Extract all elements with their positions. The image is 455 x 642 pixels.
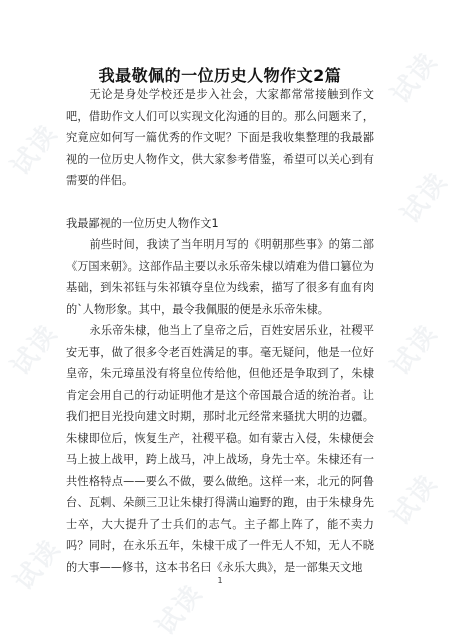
watermark-stamp: 试读: [385, 318, 445, 382]
paragraph-gap: [66, 192, 374, 213]
watermark-stamp: 试读: [5, 318, 65, 382]
watermark-stamp: 试读: [395, 166, 455, 230]
watermark-stamp: 试读: [8, 533, 68, 597]
body-paragraph: 永乐帝朱棣，他当上了皇帝之后，百姓安居乐业，社稷平安无事，做了很多令老百姓满足的事。毫无疑问，他是一位好皇帝，朱元璋虽没有将皇位传给他，但他还是争取到了，朱棣肯定会用自己的行动证明他才是这个帝国最合适的统治者。让我们把目光投向建文时期，那时北元经常来骚扰大明的边疆。朱棣即位后，恢复生产，社稷平稳。如有蒙古入侵，朱棣便会马上披上战甲，跨上战马，冲上战场，身先士卒。朱棣还有一共性格特点——要么不做，要么做绝。这样一来，北元的阿鲁台、瓦剌、朵颜三卫让朱棣打得满山遍野的跑，由于朱棣身先士卒，大大提升了士兵们的志气。主子都上阵了，能不卖力吗？同时，在永乐五年，朱棣干成了一件无人不知，无人不晓的大事——修书，这本书名曰《永乐大典》，是一部集天文地: [66, 324, 374, 574]
body-paragraph: 前些时间，我读了当年明月写的《明朝那些事》的第二部《万国来朝》。这部作品主要以永乐帝朱棣以靖难为借口篡位为基础，到朱祁钰与朱祁镇夺皇位为线索，描写了很多有血有肉的`人物形象。其中，最令我佩服的便是永乐帝朱棣。: [66, 238, 374, 316]
document-title: 我最敬佩的一位历史人物作文2篇: [98, 66, 342, 85]
page-number: 1: [217, 576, 223, 585]
watermark-stamp: 试读: [5, 118, 65, 182]
section-heading: 我最鄙视的一位历史人物作文1: [66, 216, 219, 230]
watermark-stamp: 试读: [385, 46, 445, 110]
watermark-stamp: 试读: [385, 468, 445, 532]
document-body: [66, 84, 374, 578]
intro-paragraph: 无论是身处学校还是步入社会，大家都常常接触到作文吧，借助作文人们可以实现文化沟通的目的。那么问题来了，究竟应如何写一篇优秀的作文呢？下面是我收集整理的我最鄙视的一位历史人物作文，供大家参考借鉴，希望可以关心到有需要的伴侣。: [66, 88, 374, 187]
watermark-stamp: 试读: [150, 578, 210, 642]
